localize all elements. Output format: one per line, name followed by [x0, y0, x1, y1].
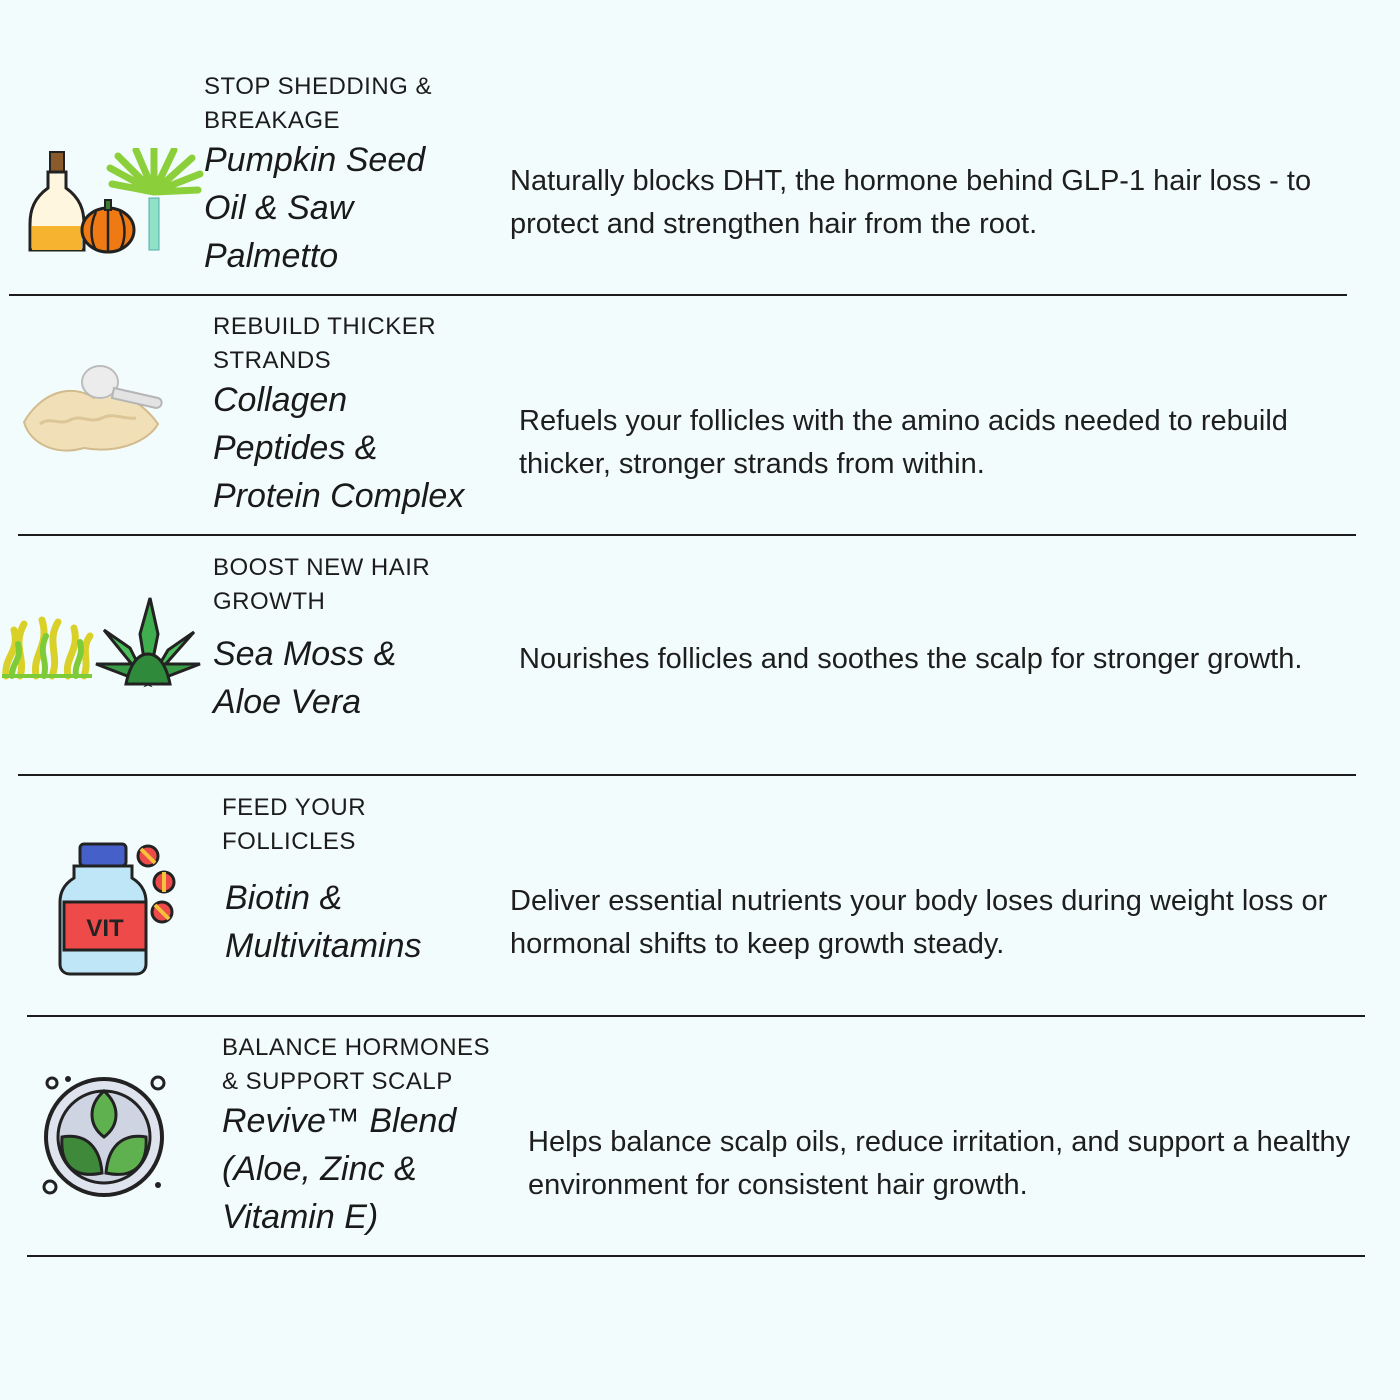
row-eyebrow: FEED YOUR FOLLICLES: [222, 794, 367, 855]
ingredient-title: Sea Moss & Aloe Vera: [213, 635, 397, 721]
ingredient-title: Collagen Peptides & Protein Complex: [213, 381, 465, 515]
protein-powder-scoop-icon: [20, 364, 170, 464]
row-eyebrow: BOOST NEW HAIR GROWTH: [213, 554, 431, 615]
ingredient-title: Revive™ Blend (Aloe, Zinc & Vitamin E): [222, 1102, 457, 1236]
row-eyebrow: REBUILD THICKER STRANDS: [213, 313, 437, 374]
ingredient-description: Naturally blocks DHT, the hormone behind GLP-1 hair loss - to protect and strengthen hair from the root.: [510, 165, 1312, 240]
row-divider: [27, 1255, 1365, 1257]
ingredient-title: Pumpkin Seed Oil & Saw Palmetto: [204, 141, 426, 275]
ingredient-row-4: [0, 776, 1400, 1016]
ingredient-row-2: [0, 296, 1400, 536]
leaf-badge-icon: [40, 1073, 170, 1201]
ingredient-row-3: [0, 536, 1400, 776]
ingredient-description: Deliver essential nutrients your body loses during weight loss or hormonal shifts to keep growth steady.: [510, 885, 1328, 960]
ingredient-row-1: [0, 0, 1400, 296]
ingredient-description: Helps balance scalp oils, reduce irritation, and support a healthy environment for consistent hair growth.: [528, 1126, 1351, 1201]
row-eyebrow: BALANCE HORMONES & SUPPORT SCALP: [222, 1034, 491, 1095]
sea-moss-aloe-icon: [0, 594, 205, 690]
ingredient-description: Nourishes follicles and soothes the scalp for stronger growth.: [519, 643, 1303, 675]
row-eyebrow: STOP SHEDDING & BREAKAGE: [204, 73, 432, 134]
vitamin-bottle-icon: [58, 840, 182, 976]
ingredient-row-5: [0, 1017, 1400, 1257]
ingredient-title: Biotin & Multivitamins: [225, 879, 422, 965]
bottle-label-text: VIT: [86, 915, 124, 942]
pumpkin-oil-saw-palmetto-icon: [24, 148, 204, 258]
ingredient-description: Refuels your follicles with the amino acids needed to rebuild thicker, stronger strands from within.: [519, 405, 1288, 480]
